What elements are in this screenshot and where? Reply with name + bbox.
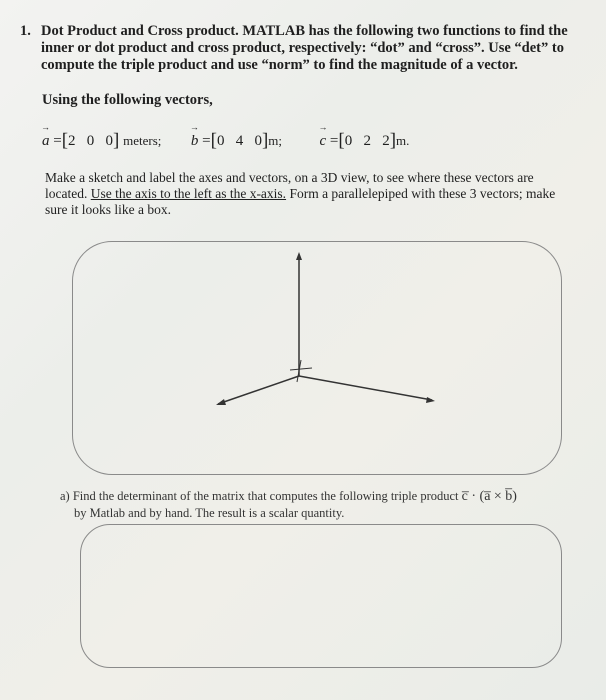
part-a-formula: c̅ · (a̅ × b̅) bbox=[461, 489, 517, 504]
part-a-text: Find the determinant of the matrix that computes the following triple product bbox=[72, 489, 459, 503]
question-body: MATLAB has the following two functions to find the inner or dot product and cross product, respectively: “dot” and “cross”. Use “det” to compute the triple product and use “norm” to find the magnitude of a vector. bbox=[41, 23, 568, 73]
part-a bbox=[60, 488, 560, 521]
vector-c-symbol: → c bbox=[320, 133, 327, 149]
vector-c: → c =[0 2 2]m. bbox=[320, 130, 410, 152]
vector-a-equals: = bbox=[53, 133, 62, 149]
vector-b-equals: = bbox=[202, 133, 211, 149]
instructions-underlined: Use the axis to the left as the x-axis. bbox=[90, 186, 287, 201]
y-axis-line bbox=[299, 376, 432, 400]
answer-box[interactable] bbox=[80, 524, 562, 668]
vector-b-unit: m; bbox=[268, 133, 282, 148]
x-axis-line bbox=[218, 376, 299, 404]
z-axis-arrowhead bbox=[296, 252, 302, 260]
vector-a-values: 2 0 0 bbox=[68, 133, 114, 149]
question-title: Dot Product and Cross product. bbox=[41, 23, 239, 39]
instructions-part1: Make a sketch and label the axes and vectors, on a 3D view, to see where these vectors are located. bbox=[45, 170, 534, 201]
vector-a-unit: meters; bbox=[123, 133, 162, 148]
part-a-label: a) bbox=[60, 489, 70, 503]
vector-b: → b =[0 4 0]m; bbox=[191, 130, 282, 152]
vector-a: → a =[2 0 0] meters; bbox=[42, 130, 161, 152]
vector-c-equals: = bbox=[329, 133, 339, 149]
x-axis-arrowhead bbox=[216, 399, 226, 405]
vector-b-values: 0 4 0 bbox=[216, 133, 262, 149]
using-text: Using the following vectors, bbox=[42, 92, 213, 108]
vector-a-symbol: → a bbox=[42, 133, 50, 149]
vector-c-values: 0 2 2 bbox=[344, 133, 390, 149]
origin-tick-h bbox=[290, 368, 312, 370]
instructions-part2: Form a parallelepiped with these 3 vectors; make sure it looks like a box. bbox=[45, 186, 556, 217]
vector-c-unit: m. bbox=[396, 133, 410, 148]
vector-b-symbol: → b bbox=[191, 133, 199, 149]
y-axis-arrowhead bbox=[426, 397, 435, 403]
question-number: 1. bbox=[20, 23, 31, 39]
part-a-text2: by Matlab and by hand. The result is a scalar quantity. bbox=[74, 506, 345, 520]
